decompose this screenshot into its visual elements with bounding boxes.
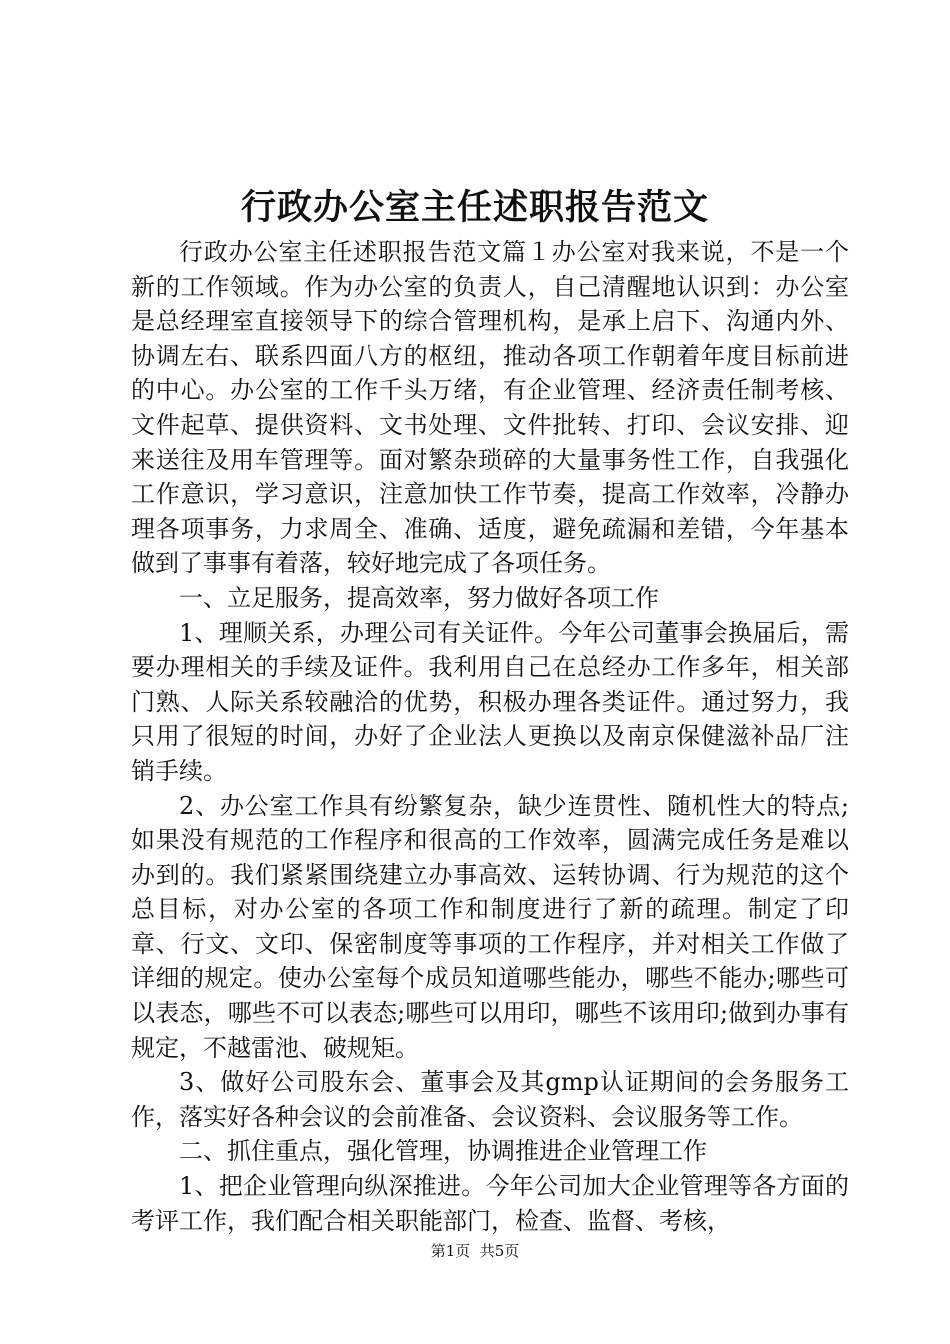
- paragraph-1-3: 3、做好公司股东会、董事会及其gmp认证期间的会务服务工作，落实好各种会议的会前准备、会议资料、会议服务等工作。: [131, 1068, 849, 1131]
- paragraph-2-1: 1、把企业管理向纵深推进。今年公司加大企业管理等各方面的考评工作，我们配合相关职能部门，检查、监督、考核，: [131, 1172, 849, 1235]
- paragraph-1-2: 2、办公室工作具有纷繁复杂，缺少连贯性、随机性大的特点;如果没有规范的工作程序和很高的工作效率，圆满完成任务是难以办到的。我们紧紧围绕建立办事高效、运转协调、行为规范的这个总目标，对办公室的各项工作和制度进行了新的疏理。制定了印章、行文、文印、保密制度等事项的工作程序，并对相关工作做了详细的规定。使办公室每个成员知道哪些能办，哪些不能办;哪些可以表态，哪些不可以表态;哪些可以用印，哪些不该用印;做到办事有规定，不越雷池、破规矩。: [131, 791, 849, 1062]
- paragraph-intro: 行政办公室主任述职报告范文篇１办公室对我来说，不是一个新的工作领域。作为办公室的负责人，自己清醒地认识到：办公室是总经理室直接领导下的综合管理机构，是承上启下、沟通内外、协调左右、联系四面八方的枢纽，推动各项工作朝着年度目标前进的中心。办公室的工作千头万绪，有企业管理、经济责任制考核、文件起草、提供资料、文书处理、文件批转、打印、会议安排、迎来送往及用车管理等。面对繁杂琐碎的大量事务性工作，自我强化工作意识，学习意识，注意加快工作节奏，提高工作效率，冷静办理各项事务，力求周全、准确、适度，避免疏漏和差错，今年基本做到了事事有着落，较好地完成了各项任务。: [131, 238, 849, 578]
- paragraph-1-1: 1、理顺关系，办理公司有关证件。今年公司董事会换届后，需要办理相关的手续及证件。我利用自己在总经办工作多年，相关部门熟、人际关系较融洽的优势，积极办理各类证件。通过努力，我只用了很短的时间，办好了企业法人更换以及南京保健滋补品厂注销手续。: [131, 618, 849, 785]
- document-title: 行政办公室主任述职报告范文: [240, 187, 709, 228]
- section-heading-2: 二、抓住重点，强化管理，协调推进企业管理工作: [179, 1137, 707, 1166]
- section-heading-1: 一、立足服务，提高效率，努力做好各项工作: [179, 583, 659, 612]
- page-footer: 第1页 共5页: [430, 1242, 520, 1260]
- document-body: [131, 235, 849, 1238]
